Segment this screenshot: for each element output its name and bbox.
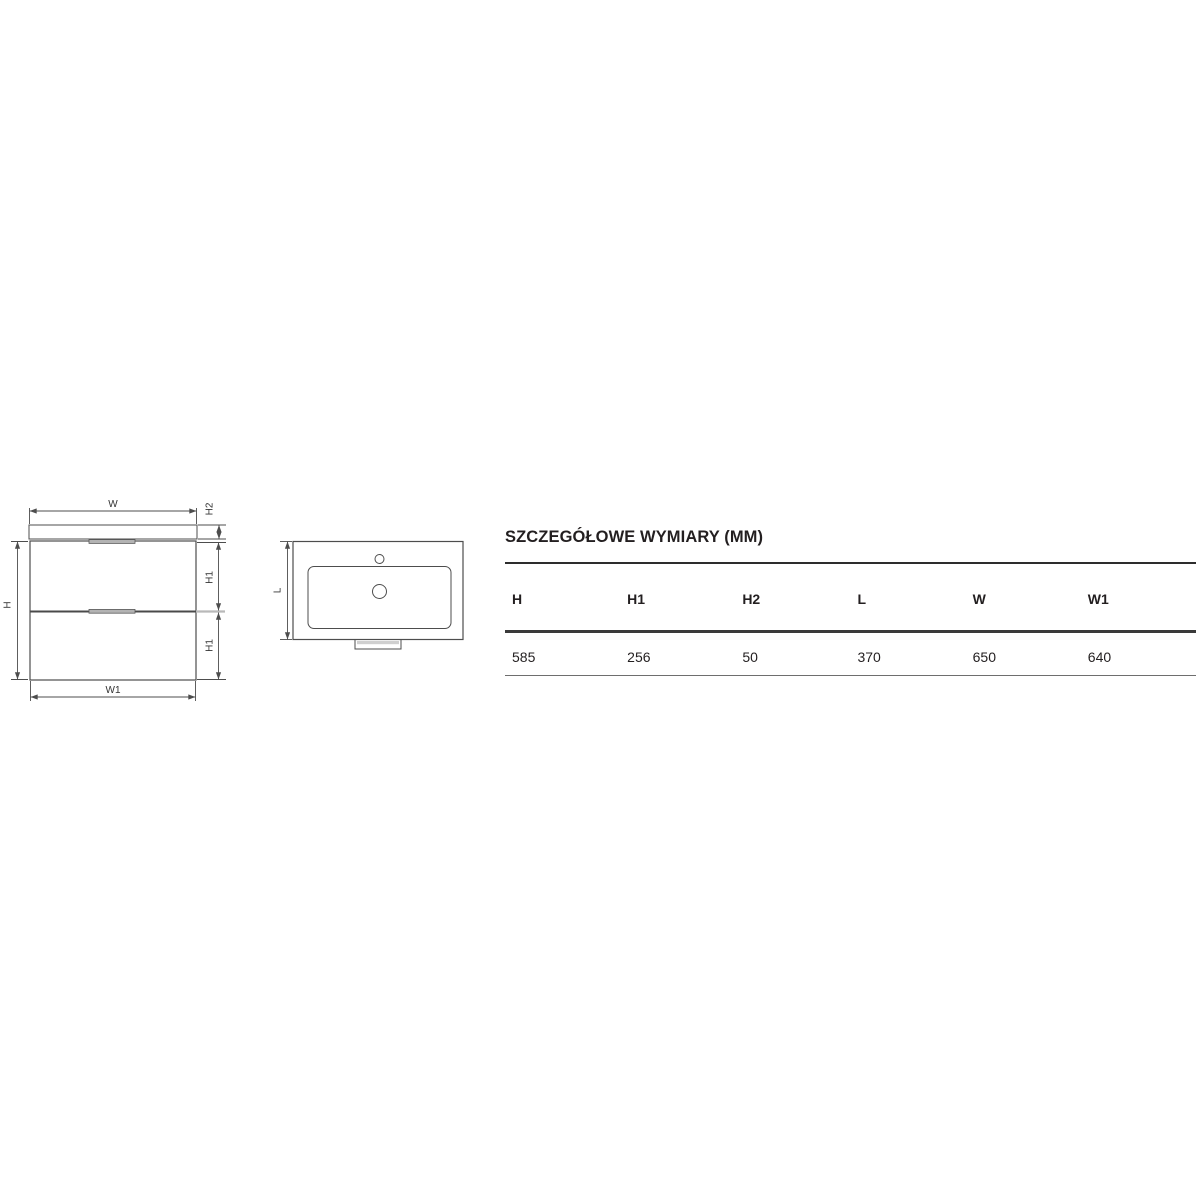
- drain-tab: [355, 640, 401, 650]
- drain-tab-inset: [357, 641, 399, 644]
- drawer-handle-top: [89, 540, 135, 544]
- header-cell-l: L: [857, 591, 867, 607]
- front-view-diagram: [0, 495, 240, 710]
- dim-h: [11, 542, 28, 680]
- top-view-diagram: [270, 530, 470, 655]
- dim-h1-top-label: H1: [204, 571, 216, 584]
- header-cell-w: W: [972, 591, 986, 607]
- dim-h-label: H: [2, 601, 14, 609]
- value-cell-w1: 640: [1087, 649, 1112, 665]
- value-cell-l: 370: [857, 649, 881, 665]
- header-cell-w1: W1: [1087, 591, 1109, 607]
- header-cell-h2: H2: [742, 591, 761, 607]
- value-cell-h2: 50: [742, 649, 758, 665]
- dim-w-label: W: [108, 499, 118, 510]
- drawer-handle-bottom: [89, 609, 135, 613]
- value-cell-h1: 256: [627, 649, 651, 665]
- dim-h1-bottom-label: H1: [204, 639, 216, 652]
- header-cell-h: H: [512, 591, 523, 607]
- value-cell-h: 585: [512, 649, 536, 665]
- spec-table-title: SZCZEGÓŁOWE WYMIARY (MM): [505, 528, 764, 546]
- faucet-hole: [375, 555, 384, 564]
- dim-h2: [198, 525, 226, 539]
- value-cell-w: 650: [972, 649, 996, 665]
- table-value-row: [505, 649, 1196, 665]
- dim-l-label: L: [272, 587, 284, 594]
- header-cell-h1: H1: [627, 591, 646, 607]
- table-header-row: [505, 591, 1196, 607]
- dim-w: [30, 508, 197, 524]
- spec-table: [505, 528, 1196, 688]
- dim-w1-label: W1: [105, 685, 121, 696]
- drain-hole: [373, 585, 387, 599]
- table-rule-bottom: [505, 675, 1196, 676]
- countertop: [29, 525, 197, 539]
- table-rule-middle: [505, 630, 1196, 633]
- table-rule-top: [505, 562, 1196, 564]
- dim-h2-label: H2: [204, 502, 216, 516]
